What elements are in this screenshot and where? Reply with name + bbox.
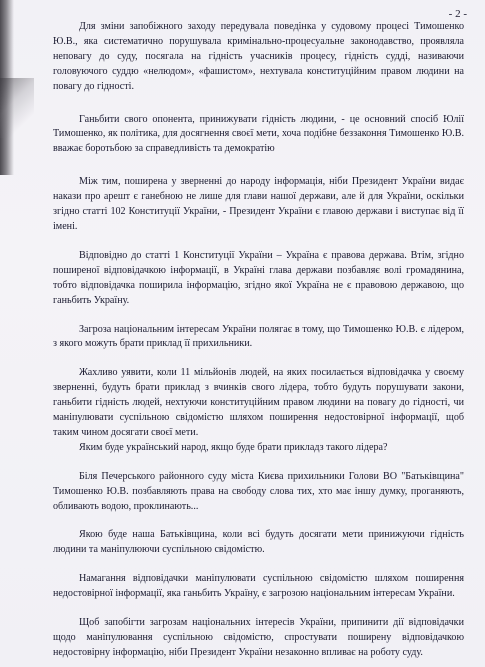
page-number: - 2 - [448, 8, 467, 20]
paragraph-1: Для зміни запобіжного заходу передувала поведінка у судовому процесі Тимошенко Ю.В., яка систематично порушувала кримінально-процесуальне законодавство, проявляла неповагу до суду, посягала на гідність учасників процесу, гідність судді, називаючи головуючого суддю «нелюдом», «фашистом», нехтувала конституційним правом людини на повагу до гідності. [53, 21, 464, 92]
paragraph-8: Біля Печерського районного суду міста Києва прихильники Голови ВО "Батьківщина" Тимошенко Ю.В. позбавляють права на свободу слова тих, хто має іншу думку, проганяють, обливають водою, проклинають... [53, 470, 464, 512]
document-body [53, 20, 464, 661]
paragraph-6: Жахливо уявити, коли 11 мільйонів людей, на яких посилається відповідачка у своєму зверненні, будуть брати приклад з вчинків свого лідера, тобто будуть порушувати закони, ганьбити гідність людей, нехтуючи конституційним правом людини на повагу до гідності, чи маніпулювати суспільною свідомістю шляхом поширення недостовірної інформації, щоб таким чином досягати своєї мети. [53, 367, 464, 438]
scan-fold-shadow [0, 78, 34, 138]
paragraph-4: Відповідно до статті 1 Конституції України – Україна є правова держава. Втім, згідно поширеної відповідачкою інформації, в Україні глава держави позбавляє волі громадянина, тобто відповідачка поширила інформацію, згідно якої Україна не є правовою державою, що ганьбить Україну. [53, 249, 464, 306]
paragraph-5: Загроза національним інтересам України полягає в тому, що Тимошенко Ю.В. є лідером, з якого можуть брати приклад її прихильники. [53, 323, 464, 350]
paragraph-3: Між тим, поширена у зверненні до народу інформація, ніби Президент України видає накази про арешт є ганебною не лише для глави нашої держави, але й для України, оскільки згідно статті 102 Конституції України, - Президент України є главою держави і виступає від її імені. [53, 176, 464, 232]
paragraph-7: Яким буде український народ, якщо буде брати прикладз такого лідера? [79, 441, 388, 453]
paragraph-2: Ганьбити свого опонента, принижувати гідність людини, - це основний спосіб Юлії Тимошенко, як політика, для досягнення своєї мети, хоча подібне беззаконня Тимошенко Ю.В. вважає боротьбою за справедливість та демократію [53, 113, 464, 155]
paragraph-11: Щоб запобігти загрозам національних інтересів України, припинити дії відповідачки щодо маніпулювання суспільною свідомістю, спростувати поширену відповідачкою недостовірну інформацію, ніби Президент України незаконно впливає на роботу суду. [53, 617, 464, 658]
paragraph-9: Якою буде наша Батьківщина, коли всі будуть досягати мети принижуючи гідність людини та маніпулюючи суспільною свідомістю. [53, 529, 464, 556]
paragraph-10: Намагання відповідачки маніпулювати суспільною свідомістю шляхом поширення недостовірної інформації, яка ганьбить Україну, є загрозою національним інтересам України. [53, 573, 464, 600]
